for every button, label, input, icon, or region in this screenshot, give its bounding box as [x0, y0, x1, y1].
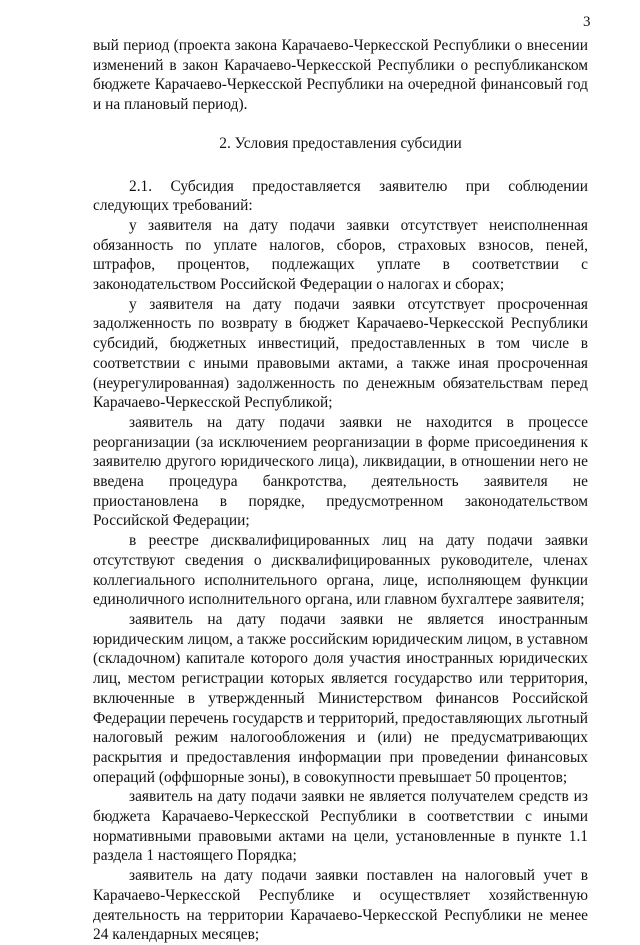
requirement-tax-registration: заявитель на дату подачи заявки поставлен на налоговый учет в Карачаево-Черкесской Республике и осуществляет хозяйственную деятельность на территории Карачаево-Черкесской Республики не менее 24 календарных месяцев;: [93, 867, 588, 944]
requirement-debt: у заявителя на дату подачи заявки отсутствует просроченная задолженность по возврату в бюджет Карачаево-Черкесской Республики субсидий, бюджетных инвестиций, предоставленных в том числе в соответствии с иными правовыми актами, а также иная просроченная (неурегулированная) задолженность по денежным обязательствам перед Карачаево-Черкесской Республикой;: [93, 295, 588, 412]
requirement-foreign-entity: заявитель на дату подачи заявки не является иностранным юридическим лицом, а также российским юридическим лицом, в уставном (складочном) капитале которого доля участия иностранных юридических лиц, местом регистрации которых является государство или территория, включенные в утвержденный Министерством финансов Российской Федерации перечень государств и территорий, предоставляющих льготный налоговый режим налогообложения и (или) не предусматривающих раскрытия и предоставления информации при проведении финансовых операций (оффшорные зоны), в совокупности превышает 50 процентов;: [93, 610, 588, 786]
requirement-reorganization: заявитель на дату подачи заявки не находится в процессе реорганизации (за исключением реорганизации в форме присоединения к заявителю другого юридического лица), ликвидации, в отношении него не введена процедура банкротства, деятельность заявителя не приостановлена в порядке, предусмотренном законодательством Российской Федерации;: [93, 413, 588, 530]
requirement-other-funds: заявитель на дату подачи заявки не является получателем средств из бюджета Карачаево-Черкесской Республики в соответствии с иными нормативными правовыми актами на цели, установленные в пункте 1.1 раздела 1 настоящего Порядка;: [93, 788, 588, 865]
document-body: [93, 36, 588, 945]
clause-2-1: 2.1. Субсидия предоставляется заявителю при соблюдении следующих требований:: [93, 177, 588, 215]
section-heading: 2. Условия предоставления субсидии: [219, 134, 462, 152]
intro-paragraph: вый период (проекта закона Карачаево-Черкесской Республики о внесении изменений в закон Карачаево-Черкесской Республики о республиканском бюджете Карачаево-Черкесской Республики на очередной финансовый год и на плановый период).: [93, 37, 588, 114]
page-number: 3: [583, 14, 591, 30]
requirement-taxes: у заявителя на дату подачи заявки отсутствует неисполненная обязанность по уплате налогов, сборов, страховых взносов, пеней, штрафов, процентов, подлежащих уплате в соответствии с законодательством Российской Федерации о налогах и сборах;: [93, 216, 588, 294]
requirement-disqualified-persons: в реестре дисквалифицированных лиц на дату подачи заявки отсутствуют сведения о дисквалифицированных руководителе, членах коллегиального исполнительного органа, лице, исполняющем функции единоличного исполнительного органа, или главном бухгалтере заявителя;: [93, 532, 588, 609]
